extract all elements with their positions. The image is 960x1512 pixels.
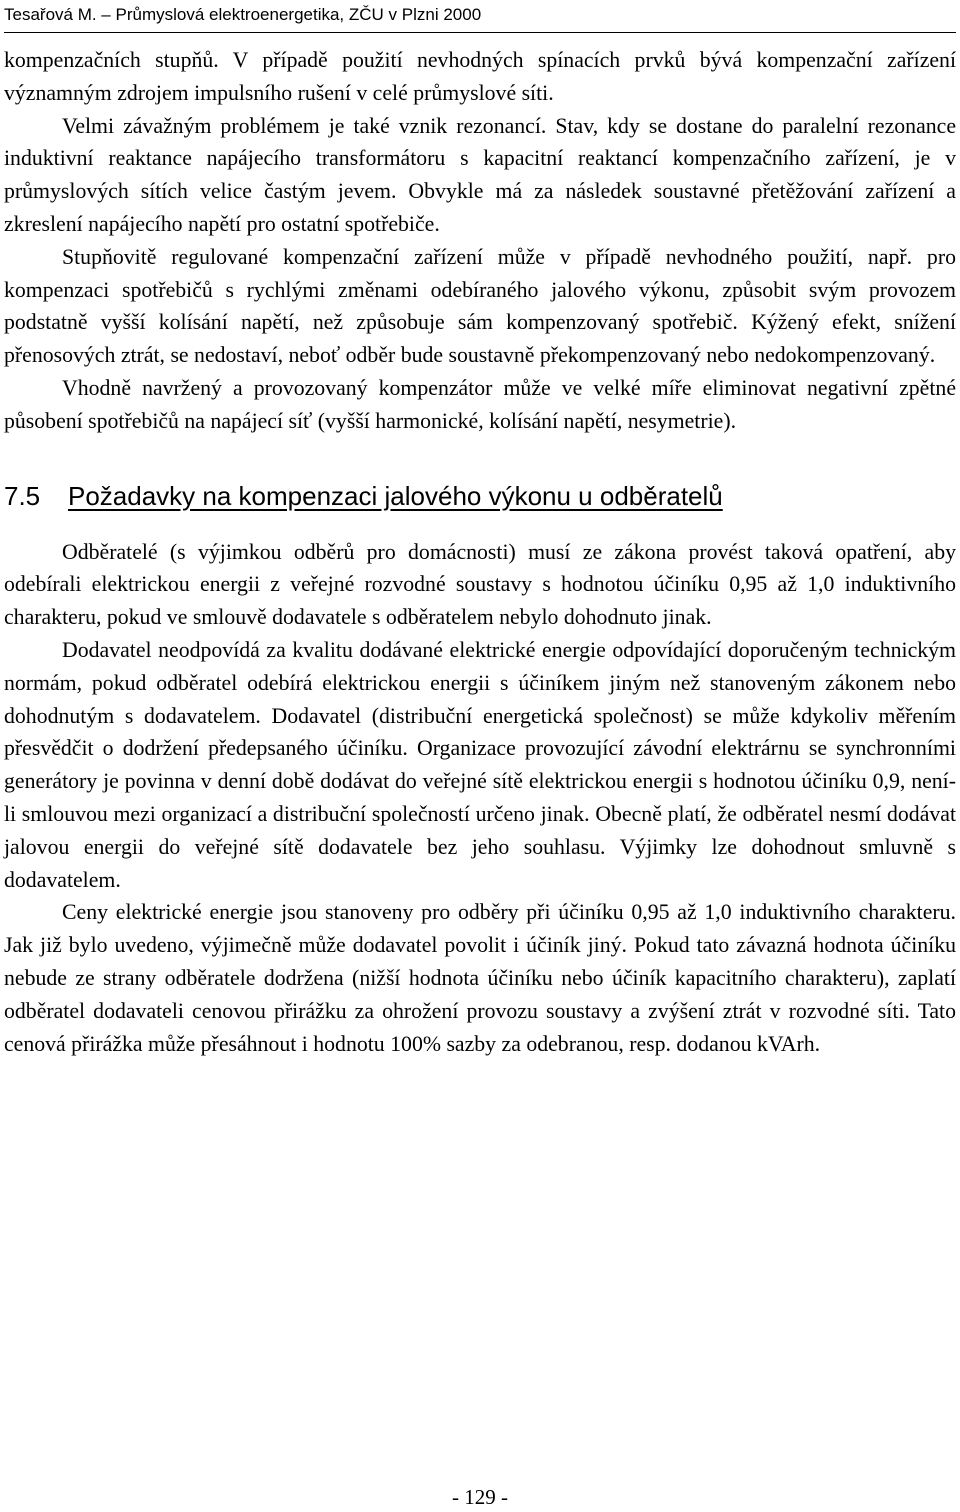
section-number: 7.5 [4,480,41,511]
paragraph-continuation: kompenzačních stupňů. V případě použití nevhodných spínacích prvků bývá kompenzační zařízení významným zdrojem impulsního rušení v celé průmyslové síti. [4,48,956,105]
page-number: - 129 - [452,1485,508,1509]
running-header: Tesařová M. – Průmyslová elektroenergetika, ZČU v Plzni 2000 [4,5,482,24]
paragraph-stepped-compensation: Stupňovitě regulované kompenzační zařízení může v případě nevhodného použití, např. pro kompenzaci spotřebičů s rychlými změnami odebíraného jalového výkonu, způsobit svým provozem podstatně vyšší kolísání napětí, než způsobuje sám kompenzovaný spotřebič. Kýžený efekt, snížení přenosových ztrát, se nedostaví, neboť odběr bude soustavně překompenzovaný nebo nedokompenzovaný. [4,244,956,368]
paragraph-resonance: Velmi závažným problémem je také vznik rezonancí. Stav, kdy se dostane do paralelní rezonance induktivní reaktance napájecího transformátoru s kapacitní reaktancí kompenzačního zařízení, je v průmyslových sítích velice častým jevem. Obvykle má za následek soustavné přetěžování zařízení a zkreslení napájecího napětí pro ostatní spotřebiče. [4,113,956,236]
page-body [4,44,956,1060]
section-title: Požadavky na kompenzaci jalového výkonu u odběratelů [68,480,723,511]
paragraph-consumer-obligations: Odběratelé (s výjimkou odběrů pro domácnosti) musí ze zákona provést taková opatření, aby odebírali elektrickou energii z veřejné rozvodné soustavy s hodnotou účiníku 0,95 až 1,0 induktivního charakteru, pokud ve smlouvě dodavatele s odběratelem nebylo dohodnuto jinak. [4,539,956,630]
section-heading [4,479,956,513]
header-rule [4,32,956,33]
paragraph-suitable-compensator: Vhodně navržený a provozovaný kompenzátor může ve velké míře eliminovat negativní zpětné působení spotřebičů na napájecí síť (vyšší harmonické, kolísání napětí, nesymetrie). [4,375,956,433]
paragraph-prices: Ceny elektrické energie jsou stanoveny pro odběry při účiníku 0,95 až 1,0 induktivního charakteru. Jak již bylo uvedeno, výjimečně může dodavatel povolit i účiník jiný. Pokud tato závazná hodnota účiníku nebude ze strany odběratele dodržena (nižší hodnota účiníku nebo účiník kapacitního charakteru), zaplatí odběratel dodavateli cenovou přirážku za ohrožení provozu soustavy a zvýšení ztrát v rozvodné síti. Tato cenová přirážka může přesáhnout i hodnotu 100% sazby za odebranou, resp. dodanou kVArh. [4,900,956,1056]
paragraph-supplier-responsibility: Dodavatel neodpovídá za kvalitu dodávané elektrické energie odpovídající doporučeným technickým normám, pokud odběratel odebírá elektrickou energii s účiníkem jiným než stanoveným zákonem nebo dohodnutým s dodavatelem. Dodavatel (distribuční energetická společnost) se může kdykoliv měřením přesvědčit o dodržení předepsaného účiníku. Organizace provozující závodní elektrárnu se synchronními generátory je povinna v denní době dodávat do veřejné sítě elektrickou energii s hodnotou účiníku 0,9, není-li smlouvou mezi organizací a distribuční společností určeno jinak. Obecně platí, že odběratel nesmí dodávat jalovou energii do veřejné sítě dodavatele bez jeho souhlasu. Výjimky lze dohodnout smluvně s dodavatelem. [4,637,956,892]
